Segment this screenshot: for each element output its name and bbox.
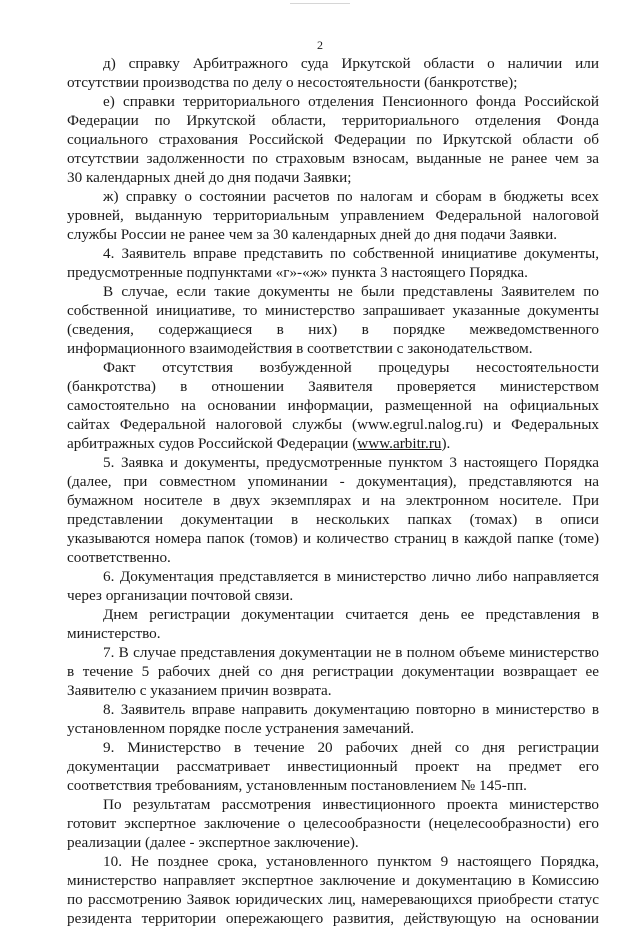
document-body [67,54,599,928]
paragraph-line: соответственно. [67,549,171,566]
paragraph-line: самостоятельно на основании информации, размещенной на официальных [67,397,599,414]
paragraph-line: Факт отсутствия возбужденной процедуры несостоятельности [103,359,599,376]
paragraph-line: бумажном носителе в двух экземплярах и на электронном носителе. При [67,492,599,509]
paragraph-line: 7. В случае представления документации не в полном объеме министерство [103,644,599,661]
paragraph-line: Днем регистрации документации считается день ее представления в [103,606,599,623]
paragraph-line: 4. Заявитель вправе представить по собственной инициативе документы, [103,245,599,262]
paragraph [67,358,599,453]
paragraph [67,700,599,738]
paragraph-line: Заявителю с указанием причин возврата. [67,682,332,699]
paragraph-line: собственной инициативе, то министерство запрашивает указанные документы [67,302,599,319]
website-link: www.arbitr.ru [357,435,442,452]
paragraph-line: Федерации по Иркутской области, территориального отделения Фонда [67,112,599,129]
paragraph-line: ж) справку о состоянии расчетов по налогам и сборам в бюджеты всех [103,188,599,205]
paragraph-line: отсутствии задолженности по страховым взносам, выданные не ранее чем за [67,150,599,167]
paragraph-line: арбитражных судов Российской Федерации (www.arbitr.ru). [67,435,451,452]
paragraph-line: 8. Заявитель вправе направить документацию повторно в министерство в [103,701,599,718]
paragraph-line: 9. Министерство в течение 20 рабочих дней со дня регистрации [103,739,599,756]
paragraph [67,54,599,92]
paragraph [67,282,599,358]
paragraph-line: указываются номера папок (томов) и количество страниц в каждой папке (томе) [67,530,599,547]
paragraph [67,92,599,187]
paragraph-line: уровней, выданную территориальным управлением Федеральной налоговой [67,207,599,224]
paragraph-line: готовит экспертное заключение о целесообразности (нецелесообразности) его [67,815,599,832]
paragraph-line: По результатам рассмотрения инвестиционного проекта министерство [103,796,599,813]
paragraph-line: резидента территории опережающего развития, действующую на основании [67,910,599,927]
paragraph-line: информационного взаимодействия в соответствии с законодательством. [67,340,533,357]
paragraph [67,738,599,795]
paragraph [67,567,599,605]
paragraph [67,852,599,928]
paragraph-line: социального страхования Российской Федерации по Иркутской области об [67,131,599,148]
paragraph-line: д) справку Арбитражного суда Иркутской области о наличии или [103,55,599,72]
paragraph-line: 5. Заявка и документы, предусмотренные пунктом 3 настоящего Порядка [103,454,599,471]
paragraph-line: установленном порядке после устранения замечаний. [67,720,415,737]
paragraph-line: по рассмотрению Заявок юридических лиц, намеревающихся приобрести статус [67,891,599,908]
paragraph-line: предусмотренные подпунктами «г»-«ж» пункта 3 настоящего Порядка. [67,264,528,281]
paragraph-line: соответствия требованиям, установленным постановлением № 145-пп. [67,777,527,794]
paragraph-line: сайтах Федеральной налоговой службы (www.egrul.nalog.ru) и Федеральных [67,416,599,433]
paragraph-line: реализации (далее - экспертное заключение). [67,834,359,851]
scan-edge-mark [290,0,350,4]
paragraph-line: представлении документации в нескольких папках (томах) в описи [67,511,599,528]
page-number: 2 [317,38,323,52]
paragraph [67,795,599,852]
paragraph-line: в течение 5 рабочих дней со дня регистрации документации возвращает ее [67,663,599,680]
paragraph-line: В случае, если такие документы не были представлены Заявителем по [103,283,599,300]
paragraph-line: отсутствии производства по делу о несостоятельности (банкротстве); [67,74,518,91]
paragraph-line: 10. Не позднее срока, установленного пунктом 9 настоящего Порядка, [103,853,599,870]
paragraph-line: через организации почтовой связи. [67,587,294,604]
paragraph [67,643,599,700]
paragraph [67,453,599,567]
paragraph-line: (далее, при совместном упоминании - документация), представляются на [67,473,599,490]
paragraph [67,187,599,244]
paragraph-line: министерство. [67,625,161,642]
paragraph-line: (сведения, содержащиеся в них) в порядке межведомственного [67,321,599,338]
paragraph-line: е) справки территориального отделения Пенсионного фонда Российской [103,93,599,110]
paragraph-line: документации рассматривает инвестиционный проект на предмет его [67,758,599,775]
paragraph-line: 6. Документация представляется в министерство лично либо направляется [103,568,599,585]
paragraph [67,605,599,643]
paragraph-line: 30 календарных дней до дня подачи Заявки; [67,169,352,186]
paragraph-line: министерство направляет экспертное заключение и документацию в Комиссию [67,872,599,889]
paragraph-line: (банкротства) в отношении Заявителя проверяется министерством [67,378,599,395]
paragraph-line: службы России не ранее чем за 30 календарных дней до дня подачи Заявки. [67,226,558,243]
paragraph [67,244,599,282]
